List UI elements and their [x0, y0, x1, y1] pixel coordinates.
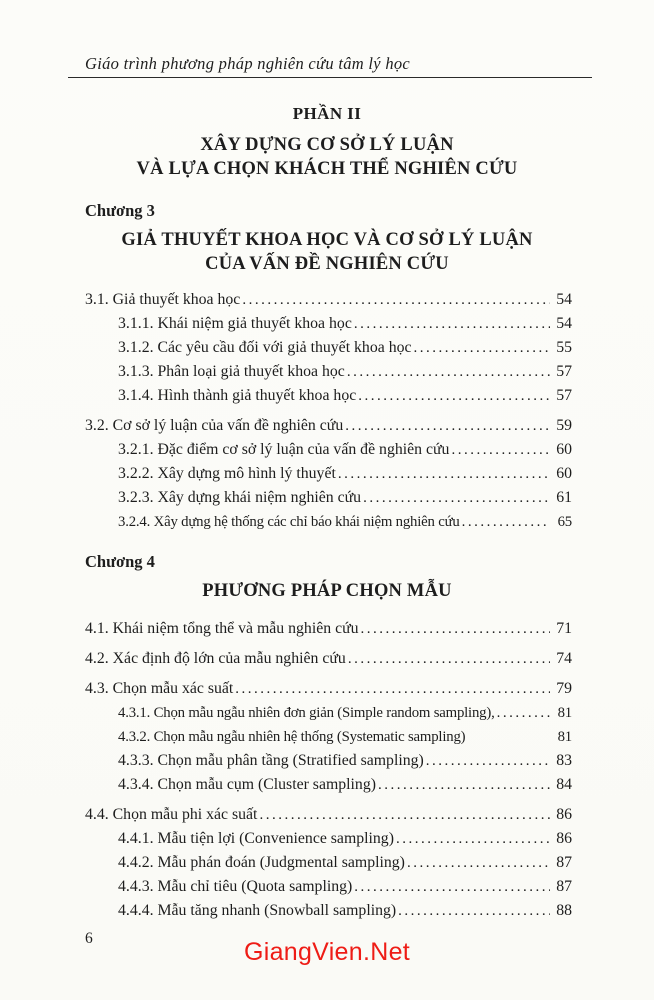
toc-entry-text: 3.1.2. Các yêu cầu đối với giả thuyết khoa học [118, 339, 412, 356]
toc-page-number: 81 [557, 705, 572, 721]
toc-entry [85, 725, 572, 749]
toc-entry [85, 899, 572, 923]
toc-dot-leader [451, 438, 550, 462]
toc-page-number: 88 [556, 902, 572, 919]
toc-page-number: 87 [556, 854, 572, 871]
toc-entry-text: 4.3.3. Chọn mẫu phân tầng (Stratified sampling) [118, 752, 424, 769]
toc-entry-text: 4.3.1. Chọn mẫu ngẫu nhiên đơn giản (Simple random sampling), [118, 705, 495, 721]
toc-dot-leader [354, 312, 550, 336]
toc-entry [85, 827, 572, 851]
toc-page-number: 60 [556, 465, 572, 482]
toc-page-number: 57 [556, 387, 572, 404]
toc-entry [85, 288, 572, 312]
toc-dot-leader [414, 336, 551, 360]
toc-entry-text: 4.3.2. Chọn mẫu ngẫu nhiên hệ thống (Systematic sampling) [118, 729, 466, 745]
toc-page-number: 79 [556, 680, 572, 697]
toc-dot-leader [363, 486, 550, 510]
toc-entry [85, 486, 572, 510]
toc-dot-leader [345, 414, 550, 438]
toc-page-number: 59 [556, 417, 572, 434]
toc-entry [85, 617, 572, 641]
toc-entry-text: 3.1. Giả thuyết khoa học [85, 291, 241, 308]
toc-entry [85, 851, 572, 875]
toc-dot-leader [396, 827, 550, 851]
toc-entry-text: 4.3.4. Chọn mẫu cụm (Cluster sampling) [118, 776, 376, 793]
chapter-label: Chương 4 [85, 552, 155, 571]
chapter-label: Chương 3 [85, 201, 155, 220]
toc-page-number: 65 [557, 514, 572, 530]
toc-dot-leader [259, 803, 550, 827]
toc-page-number: 54 [556, 315, 572, 332]
toc-entry [85, 414, 572, 438]
part-heading [0, 104, 654, 181]
toc-page-number: 74 [556, 650, 572, 667]
toc-entry [85, 677, 572, 701]
toc-entry [85, 384, 572, 408]
toc-page-number: 86 [556, 830, 572, 847]
toc-entry [85, 360, 572, 384]
toc-entry-text: 3.2.4. Xây dựng hệ thống các chỉ báo khái niệm nghiên cứu [118, 514, 460, 530]
toc-page-number: 87 [556, 878, 572, 895]
toc-page-number: 57 [556, 363, 572, 380]
toc-entry-text: 4.2. Xác định độ lớn của mẫu nghiên cứu [85, 650, 346, 667]
toc-page-number: 83 [556, 752, 572, 769]
toc-dot-leader [242, 288, 550, 312]
toc-entry [85, 438, 572, 462]
chapter-title: PHƯƠNG PHÁP CHỌN MẪU [202, 581, 452, 601]
toc-page-number: 55 [556, 339, 572, 356]
toc-entry-text: 3.2.2. Xây dựng mô hình lý thuyết [118, 465, 336, 482]
toc-entry [85, 312, 572, 336]
toc-entry [85, 336, 572, 360]
toc-entry [85, 462, 572, 486]
toc-page-number: 86 [556, 806, 572, 823]
toc-entry-text: 3.1.3. Phân loại giả thuyết khoa học [118, 363, 345, 380]
running-head-rule [68, 54, 592, 78]
toc-entry [85, 875, 572, 899]
toc-page-number: 60 [556, 441, 572, 458]
toc-entry-text: 4.4. Chọn mẫu phi xác suất [85, 806, 258, 823]
part-title-line1: XÂY DỰNG CƠ SỞ LÝ LUẬN [200, 135, 454, 155]
toc-page-number: 81 [557, 729, 572, 745]
toc-entry-text: 4.4.1. Mẫu tiện lợi (Convenience sampling) [118, 830, 394, 847]
toc-dot-leader [347, 360, 550, 384]
toc-page-number: 54 [556, 291, 572, 308]
toc-dot-leader [358, 384, 550, 408]
toc-dot-leader [398, 899, 550, 923]
toc-dot-leader [378, 773, 550, 797]
toc-dot-leader [407, 851, 550, 875]
watermark-text: GiangVien.Net [243, 938, 411, 966]
toc-entry [85, 647, 572, 671]
toc-dot-leader [497, 701, 550, 725]
toc-entry-text: 3.2.3. Xây dựng khái niệm nghiên cứu [118, 489, 362, 506]
part-label: PHẦN II [292, 104, 362, 123]
toc-entry [85, 773, 572, 797]
toc-entry-text: 3.1.1. Khái niệm giả thuyết khoa học [118, 315, 352, 332]
toc-dot-leader [235, 677, 550, 701]
table-of-contents [0, 201, 654, 923]
toc-entry [85, 510, 572, 534]
toc-dot-leader [354, 875, 550, 899]
toc-entry-text: 4.1. Khái niệm tổng thể và mẫu nghiên cứu [85, 620, 359, 637]
chapter-section [0, 552, 654, 923]
running-head: Giáo trình phương pháp nghiên cứu tâm lý học [85, 54, 411, 73]
toc-entry-text: 3.1.4. Hình thành giả thuyết khoa học [118, 387, 357, 404]
toc-dot-leader [462, 510, 550, 534]
toc-page-number: 71 [556, 620, 572, 637]
toc-page-number: 84 [556, 776, 572, 793]
toc-entry-text: 4.4.2. Mẫu phán đoán (Judgmental sampling) [118, 854, 405, 871]
toc-entry-text: 3.2.1. Đặc điểm cơ sở lý luận của vấn đề nghiên cứu [118, 441, 450, 458]
toc-entry [85, 803, 572, 827]
toc-dot-leader [338, 462, 550, 486]
chapter-title: GIẢ THUYẾT KHOA HỌC VÀ CƠ SỞ LÝ LUẬN [121, 230, 533, 250]
toc-entry-text: 4.4.3. Mẫu chỉ tiêu (Quota sampling) [118, 878, 353, 895]
toc-entry [85, 701, 572, 725]
toc-page-number: 61 [556, 489, 572, 506]
toc-entry-text: 3.2. Cơ sở lý luận của vấn đề nghiên cứu [85, 417, 344, 434]
toc-entry-text: 4.3. Chọn mẫu xác suất [85, 680, 234, 697]
toc-entry [85, 749, 572, 773]
toc-dot-leader [348, 647, 550, 671]
part-title-line2: VÀ LỰA CHỌN KHÁCH THỂ NGHIÊN CỨU [136, 159, 518, 179]
toc-dot-leader [426, 749, 550, 773]
chapter-title: CỦA VẤN ĐỀ NGHIÊN CỨU [205, 254, 449, 274]
toc-list [85, 617, 572, 923]
chapter-section [0, 201, 654, 534]
toc-entry-text: 4.4.4. Mẫu tăng nhanh (Snowball sampling) [118, 902, 397, 919]
toc-dot-leader [361, 617, 550, 641]
page-footer [0, 926, 654, 1000]
toc-list [85, 288, 572, 534]
folio-page-number: 6 [85, 930, 93, 947]
